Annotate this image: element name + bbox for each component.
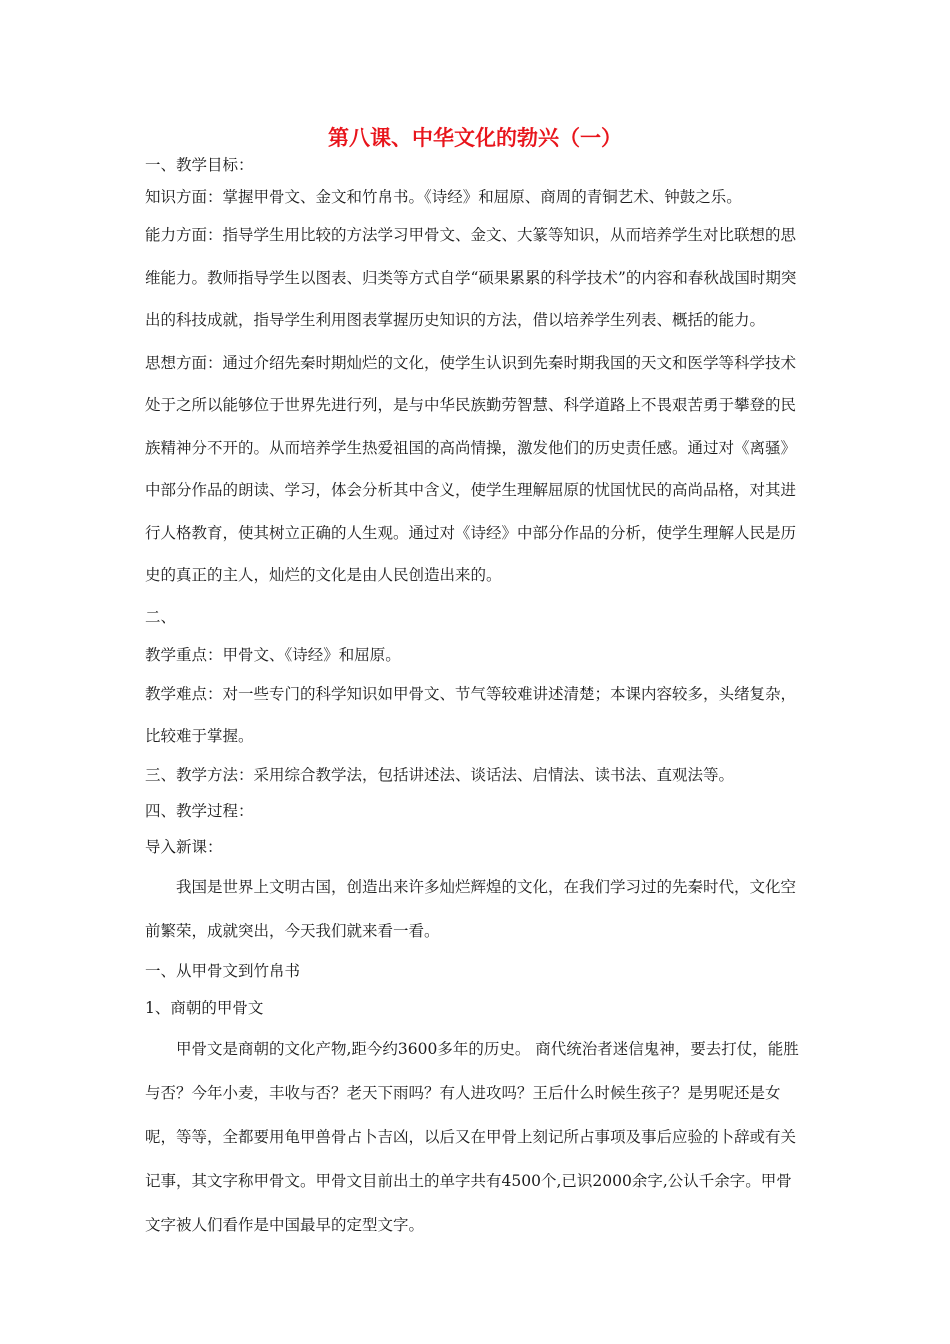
page-title: 第八课、中华文化的勃兴（一）: [328, 126, 622, 150]
paragraph-key-points: 教学重点：甲骨文、《诗经》和屈原。: [145, 645, 401, 664]
paragraph-ability: 能力方面：指导学生用比较的方法学习甲骨文、金文、大篆等知识，从而培养学生对比联想的思维能力。教师指导学生以图表、归类等方式自学“硕果累累的科学技术”的内容和春秋战国时期突出的科技成就，指导学生利用图表掌握历史知识的方法，借以培养学生列表、概括的能力。: [145, 226, 797, 329]
paragraph-difficult-points: 教学难点：对一些专门的科学知识如甲骨文、节气等较难讲述清楚；本课内容较多，头绪复杂，比较难于掌握。: [145, 684, 797, 745]
paragraph-methods: 三、教学方法：采用综合教学法，包括讲述法、谈话法、启情法、读书法、直观法等。: [145, 765, 735, 784]
section-heading-objectives: 一、教学目标：: [145, 156, 254, 174]
paragraph-knowledge: 知识方面：掌握甲骨文、金文和竹帛书。《诗经》和屈原、商周的青铜艺术、钟鼓之乐。: [145, 188, 742, 206]
document-body: [145, 150, 807, 1247]
section-heading-oracle-to-bamboo: 一、从甲骨文到竹帛书: [145, 961, 301, 980]
paragraph-ideology: 思想方面：通过介绍先秦时期灿烂的文化，使学生认识到先秦时期我国的天文和医学等科学技术处于之所以能够位于世界先进行列，是与中华民族勤劳智慧、科学道路上不畏艰苦勇于攀登的民族精神分不开的。从而培养学生热爱祖国的高尚情操，激发他们的历史责任感。通过对《离骚》中部分作品的朗读、学习，体会分析其中含义，使学生理解屈原的忧国忧民的高尚品格，对其进行人格教育，使其树立正确的人生观。通过对《诗经》中部分作品的分析，使学生理解人民是历史的真正的主人，灿烂的文化是由人民创造出来的。: [145, 353, 797, 584]
paragraph-introduction: 我国是世界上文明古国，创造出来许多灿烂辉煌的文化，在我们学习过的先秦时代，文化空前繁荣，成就突出，今天我们就来看一看。: [145, 877, 797, 940]
section-heading-two: 二、: [145, 607, 177, 626]
subheading-shang-oracle: 1、商朝的甲骨文: [145, 998, 264, 1017]
subheading-introduction: 导入新课：: [145, 837, 223, 856]
section-heading-process: 四、教学过程：: [145, 801, 254, 820]
paragraph-oracle-bones: 甲骨文是商朝的文化产物,距今约3600多年的历史。 商代统治者迷信鬼神，要去打仗，能胜与否？今年小麦，丰收与否？老天下雨吗？有人进攻吗？王后什么时候生孩子？是男呢还是女呢，等等，全都要用龟甲兽骨占卜吉凶，以后又在甲骨上刻记所占事项及事后应验的卜辞或有关记事，其文字称甲骨文。甲骨文目前出土的单字共有4500个,已识2000余字,公认千余字。甲骨文字被人们看作是中国最早的定型文字。: [145, 1039, 799, 1234]
